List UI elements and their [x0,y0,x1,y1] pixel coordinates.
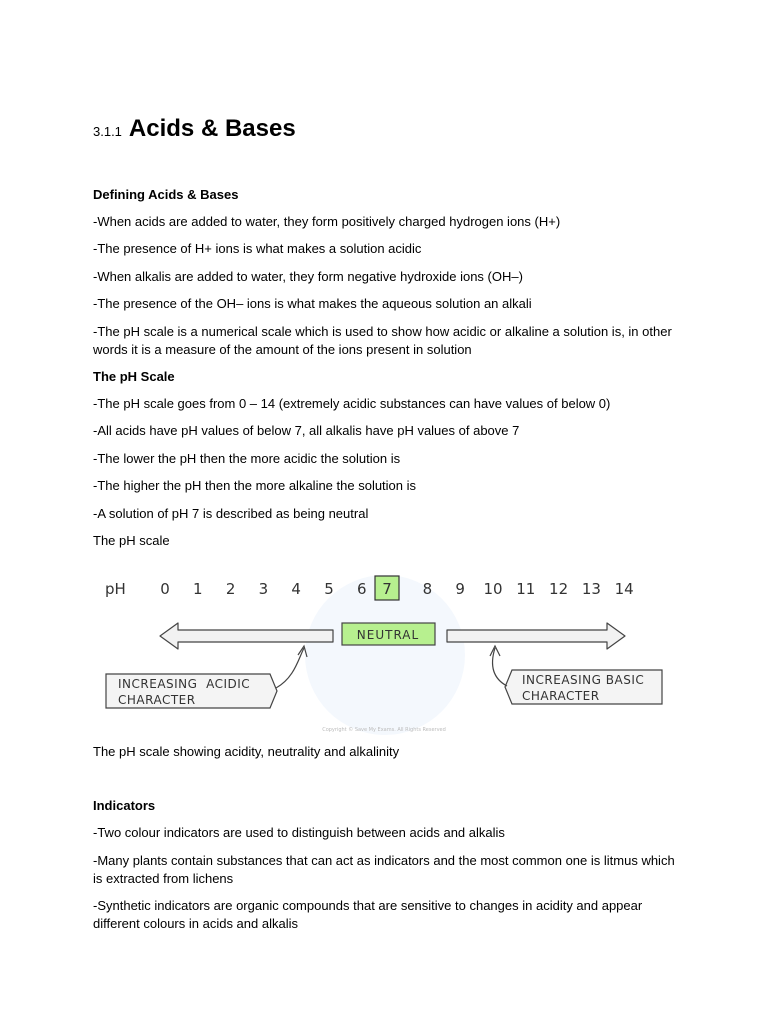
section-title: Acids & Bases [128,115,296,142]
ph-scale-line: -A solution of pH 7 is described as being neutral [93,506,369,521]
ph-number: 6 [357,580,367,598]
ph-number: 2 [225,580,236,598]
ph-scale-line: -The higher the pH then the more alkaline the solution is [93,478,417,493]
acidic-tag-label-line1: INCREASING ACIDIC [118,677,251,691]
defining-line: -When acids are added to water, they form positively charged hydrogen ions (H+) [93,214,561,229]
basic-pointer-head [490,646,500,656]
ph-number: 5 [324,580,334,598]
section-heading [93,115,296,143]
basic-arrow [447,623,625,649]
figure-intro: The pH scale [93,533,170,548]
ph-number: 0 [160,580,170,598]
defining-line: -When alkalis are added to water, they form negative hydroxide ions (OH–) [93,269,523,284]
basic-tag-label-line1: INCREASING BASIC [522,673,645,687]
ph-scale-line: -The lower the pH then the more acidic the solution is [93,451,401,466]
section-number: 3.1.1 [93,124,122,139]
indicators-line: -Many plants contain substances that can act as indicators and the most common one is litmus which is extracted from lichens [93,853,675,886]
ph-number: 1 [193,580,203,598]
ph-scale-heading: The pH Scale [93,369,175,384]
figure-caption: The pH scale showing acidity, neutrality and alkalinity [93,744,400,759]
ph-number: 11 [516,580,536,598]
neutral-label: NEUTRAL [356,628,420,642]
ph-number-highlighted: 7 [382,580,392,598]
ph-number: 12 [549,580,569,598]
defining-heading: Defining Acids & Bases [93,187,239,202]
ph-number: 9 [455,580,465,598]
ph-number: 8 [422,580,433,598]
ph-scale-line: -All acids have pH values of below 7, all alkalis have pH values of above 7 [93,423,520,438]
basic-pointer-line [493,648,507,686]
copyright-note: Copyright © Save My Exams. All Rights Reserved [322,727,446,733]
indicators-heading: Indicators [93,798,156,813]
acidic-pointer-line [276,648,304,688]
defining-line: -The presence of the OH– ions is what makes the aqueous solution an alkali [93,296,532,311]
ph-number: 3 [258,580,269,598]
defining-line: -The presence of H+ ions is what makes a solution acidic [93,241,422,256]
ph-scale-diagram [0,560,768,760]
ph-scale-line: -The pH scale goes from 0 – 14 (extremely acidic substances can have values of below 0) [93,396,611,411]
ph-number: 14 [614,580,634,598]
defining-line: -The pH scale is a numerical scale which is used to show how acidic or alkaline a solution is, in other words it is a measure of the amount of the ions present in solution [93,324,672,357]
basic-tag-label-line2: CHARACTER [522,689,600,703]
acidic-tag-label-line2: CHARACTER [118,693,196,707]
indicators-line: -Two colour indicators are used to distinguish between acids and alkalis [93,825,505,840]
ph-number: 13 [581,580,601,598]
ph-number: 4 [291,580,301,598]
indicators-line: -Synthetic indicators are organic compounds that are sensitive to changes in acidity and appear different colours in acids and alkalis [93,898,643,931]
ph-axis-label: pH [105,580,126,598]
ph-number: 10 [483,580,503,598]
